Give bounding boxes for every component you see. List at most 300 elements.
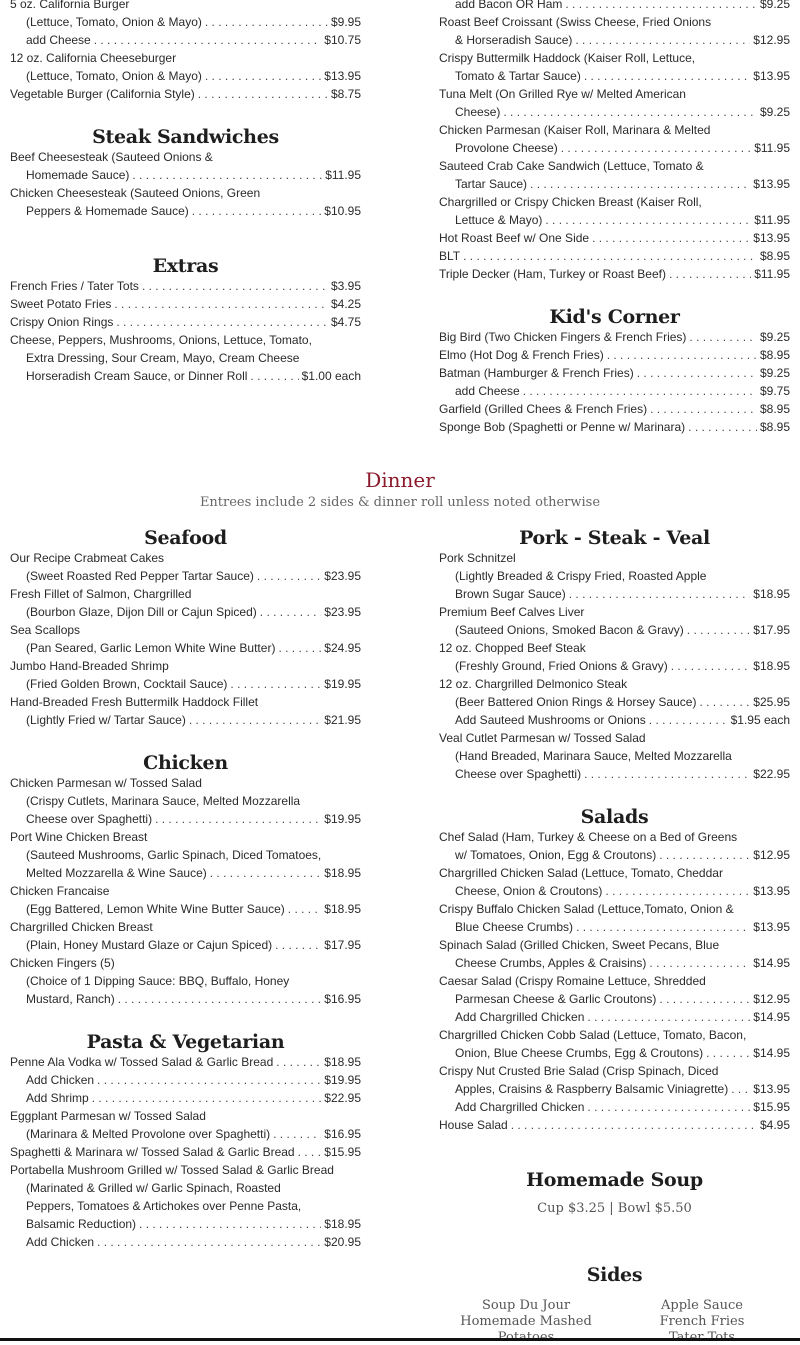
menu-item-text: (Plain, Honey Mustard Glaze or Cajun Spiced): [26, 938, 273, 952]
menu-item-price: $11.95: [325, 168, 361, 182]
menu-item: [439, 265, 790, 283]
menu-item-text: (Crispy Cutlets, Marinara Sauce, Melted Mozzarella: [26, 794, 301, 808]
menu-item: [26, 900, 361, 918]
dot-leader: [503, 103, 757, 121]
sides-heading: Sides: [586, 1264, 643, 1286]
menu-item-text: Beef Cheesesteak (Sauteed Onions &: [10, 150, 213, 164]
dot-leader: [192, 202, 322, 220]
menu-item: [10, 0, 361, 13]
menu-item-text: (Choice of 1 Dipping Sauce: BBQ, Buffalo, Honey: [26, 974, 290, 988]
menu-item: [455, 693, 790, 711]
menu-item-text: Batman (Hamburger & French Fries): [439, 366, 634, 380]
menu-item-price: $1.95 each: [730, 713, 790, 727]
menu-item: [439, 900, 790, 918]
menu-item: [455, 31, 790, 49]
menu-item-price: $10.75: [324, 33, 361, 47]
menu-item-text: (Lettuce, Tomato, Onion & Mayo): [26, 15, 202, 29]
menu-item-text: Onion, Blue Cheese Crumbs, Egg & Croutons): [455, 1046, 704, 1060]
dinner-subtitle: Entrees include 2 sides & dinner roll unless noted otherwise: [199, 495, 601, 510]
menu-item-price: $18.95: [324, 1055, 361, 1069]
salads-heading: Salads: [580, 806, 649, 828]
menu-item-text: (Hand Breaded, Marinara Sauce, Melted Mozzarella: [455, 749, 732, 763]
menu-item-text: Port Wine Chicken Breast: [10, 830, 148, 844]
menu-item-text: (Egg Battered, Lemon White Wine Butter Sauce): [26, 902, 285, 916]
dot-leader: [114, 295, 328, 313]
menu-item-text: Tuna Melt (On Grilled Rye w/ Melted American: [439, 87, 686, 101]
menu-item-price: $8.95: [759, 420, 790, 434]
menu-item-text: Chicken Parmesan (Kaiser Roll, Marinara & Melted: [439, 123, 711, 137]
menu-item-text: 12 oz. California Cheeseburger: [10, 51, 177, 65]
dot-leader: [545, 211, 751, 229]
dot-leader: [649, 711, 728, 729]
dot-leader: [650, 400, 757, 418]
menu-item-price: $19.95: [324, 677, 361, 691]
menu-item: [10, 693, 361, 711]
side-item: French Fries: [659, 1314, 745, 1329]
dot-leader: [576, 918, 750, 936]
menu-item: [26, 603, 361, 621]
menu-item-price: $9.95: [330, 15, 361, 29]
dot-leader: [699, 693, 750, 711]
menu-item-text: Crispy Onion Rings: [10, 315, 114, 329]
menu-item: [10, 828, 361, 846]
menu-item-text: Crispy Nut Crusted Brie Salad (Crisp Spinach, Diced: [439, 1064, 719, 1078]
menu-item: [455, 765, 790, 783]
dot-leader: [273, 1125, 321, 1143]
menu-item-text: Peppers, Tomatoes & Artichokes over Penne Pasta,: [26, 1199, 302, 1213]
dot-leader: [587, 1008, 750, 1026]
menu-item-text: Vegetable Burger (California Style): [10, 87, 195, 101]
menu-item: [10, 313, 361, 331]
menu-item-price: $11.95: [754, 267, 790, 281]
menu-item-price: $8.95: [759, 348, 790, 362]
menu-item-text: Garfield (Grilled Chees & French Fries): [439, 402, 648, 416]
menu-item-price: $14.95: [753, 956, 790, 970]
menu-item-price: $24.95: [324, 641, 361, 655]
dot-leader: [230, 675, 321, 693]
menu-item-text: Balsamic Reduction): [26, 1217, 137, 1231]
dot-leader: [97, 1233, 321, 1251]
menu-item: [26, 67, 361, 85]
dot-leader: [706, 1044, 750, 1062]
menu-item: [10, 954, 361, 972]
menu-item-text: (Bourbon Glaze, Dijon Dill or Cajun Spiced): [26, 605, 257, 619]
menu-item-text: (Freshly Ground, Fried Onions & Gravy): [455, 659, 668, 673]
dot-leader: [592, 229, 750, 247]
menu-item: [26, 1125, 361, 1143]
dot-leader: [523, 382, 757, 400]
menu-item-price: $17.95: [753, 623, 790, 637]
menu-item-price: $4.75: [330, 315, 361, 329]
menu-item-text: 5 oz. California Burger: [10, 0, 130, 11]
dot-leader: [278, 639, 321, 657]
menu-item-text: Peppers & Homemade Sauce): [26, 204, 189, 218]
kids-corner-heading: Kid's Corner: [549, 306, 680, 328]
menu-item-price: $9.25: [759, 105, 790, 119]
menu-item-price: $13.95: [753, 920, 790, 934]
menu-item-price: $18.95: [324, 866, 361, 880]
menu-item-text: Apples, Craisins & Raspberry Balsamic Viniagrette): [455, 1082, 729, 1096]
menu-item: [455, 585, 790, 603]
menu-item: [26, 367, 361, 385]
menu-item: [439, 828, 790, 846]
menu-item: [439, 729, 790, 747]
menu-item-text: (Sauteed Mushrooms, Garlic Spinach, Diced Tomatoes,: [26, 848, 322, 862]
menu-item-text: Mustard, Ranch): [26, 992, 115, 1006]
menu-item: [10, 774, 361, 792]
menu-item-text: Cheese, Peppers, Mushrooms, Onions, Lettuce, Tomato,: [10, 333, 312, 347]
menu-item-text: Add Chargrilled Chicken: [455, 1010, 585, 1024]
menu-item: [26, 1089, 361, 1107]
dot-leader: [687, 621, 751, 639]
menu-item-price: $4.25: [330, 297, 361, 311]
chicken-heading: Chicken: [143, 752, 228, 774]
menu-item-price: $23.95: [324, 605, 361, 619]
dot-leader: [671, 657, 751, 675]
menu-item-price: $13.95: [753, 231, 790, 245]
menu-item-text: Cheese over Spaghetti): [26, 812, 153, 826]
menu-item-text: Sauteed Crab Cake Sandwich (Lettuce, Tomato &: [439, 159, 704, 173]
menu-item: [26, 13, 361, 31]
menu-item: [455, 175, 790, 193]
menu-item: [455, 657, 790, 675]
dot-leader: [637, 364, 757, 382]
dot-leader: [584, 67, 750, 85]
menu-item-text: Add Chargrilled Chicken: [455, 1100, 585, 1114]
menu-item-text: Tartar Sauce): [455, 177, 528, 191]
menu-item-text: Chargrilled Chicken Salad (Lettuce, Tomato, Cheddar: [439, 866, 723, 880]
menu-item-text: Spinach Salad (Grilled Chicken, Sweet Pecans, Blue: [439, 938, 720, 952]
menu-item-text: Big Bird (Two Chicken Fingers & French Fries): [439, 330, 687, 344]
menu-item: [455, 747, 790, 765]
menu-item: [26, 846, 361, 864]
menu-item-text: (Sauteed Onions, Smoked Bacon & Gravy): [455, 623, 684, 637]
menu-item-price: $9.25: [759, 330, 790, 344]
dot-leader: [587, 1098, 750, 1116]
menu-item-text: Pork Schnitzel: [439, 551, 516, 565]
menu-item-price: $19.95: [324, 1073, 361, 1087]
dot-leader: [94, 31, 322, 49]
homemade-soup-heading: Homemade Soup: [526, 1169, 703, 1191]
dot-leader: [132, 166, 322, 184]
menu-item: [439, 1062, 790, 1080]
menu-item-price: $20.95: [324, 1235, 361, 1249]
menu-item-text: Our Recipe Crabmeat Cakes: [10, 551, 165, 565]
dot-leader: [250, 367, 298, 385]
menu-item: [10, 49, 361, 67]
menu-item-text: Add Chicken: [26, 1235, 95, 1249]
menu-item: [455, 1008, 790, 1026]
menu-item-text: 12 oz. Chargrilled Delmonico Steak: [439, 677, 628, 691]
menu-item-price: $10.95: [324, 204, 361, 218]
menu-item: [439, 675, 790, 693]
menu-item: [439, 85, 790, 103]
dot-leader: [198, 85, 328, 103]
menu-item-text: (Fried Golden Brown, Cocktail Sauce): [26, 677, 228, 691]
menu-item: [26, 349, 361, 367]
extras-heading: Extras: [152, 255, 219, 277]
menu-item: [439, 972, 790, 990]
menu-item: [10, 1053, 361, 1071]
dot-leader: [607, 346, 757, 364]
menu-item-price: $8.75: [330, 87, 361, 101]
side-item: Homemade Mashed: [460, 1314, 592, 1329]
dot-leader: [210, 864, 322, 882]
menu-item-text: Hot Roast Beef w/ One Side: [439, 231, 590, 245]
menu-item: [439, 418, 790, 436]
menu-item: [439, 1116, 790, 1134]
dot-leader: [142, 277, 328, 295]
menu-item-text: add Cheese: [455, 384, 520, 398]
menu-item: [455, 67, 790, 85]
menu-item-text: Veal Cutlet Parmesan w/ Tossed Salad: [439, 731, 646, 745]
menu-item-price: $13.95: [753, 1082, 790, 1096]
dot-leader: [116, 313, 328, 331]
menu-item-text: add Cheese: [26, 33, 91, 47]
menu-item: [455, 882, 790, 900]
side-item: Soup Du Jour: [481, 1298, 571, 1313]
menu-item-text: Cheese): [455, 105, 501, 119]
menu-item: [439, 864, 790, 882]
menu-item-text: Chicken Fingers (5): [10, 956, 115, 970]
menu-item-text: Lettuce & Mayo): [455, 213, 543, 227]
menu-item: [439, 13, 790, 31]
dot-leader: [275, 936, 321, 954]
steak-sandwiches-heading: Steak Sandwiches: [92, 126, 279, 148]
menu-item-price: $13.95: [753, 69, 790, 83]
menu-item-text: Chargrilled or Crispy Chicken Breast (Kaiser Roll,: [439, 195, 702, 209]
menu-item: [26, 567, 361, 585]
menu-item: [26, 31, 361, 49]
pork-steak-veal-heading: Pork - Steak - Veal: [519, 527, 710, 549]
dot-leader: [97, 1071, 321, 1089]
menu-item-price: $18.95: [324, 1217, 361, 1231]
menu-item-text: Chargrilled Chicken Cobb Salad (Lettuce, Tomato, Bacon,: [439, 1028, 747, 1042]
menu-item-text: add Bacon OR Ham: [455, 0, 563, 11]
menu-item-price: $12.95: [753, 848, 790, 862]
menu-item: [439, 936, 790, 954]
menu-item-price: $18.95: [324, 902, 361, 916]
dot-leader: [649, 954, 750, 972]
menu-item-text: Blue Cheese Crumbs): [455, 920, 574, 934]
menu-item-text: Fresh Fillet of Salmon, Chargrilled: [10, 587, 192, 601]
menu-item-text: & Horseradish Sauce): [455, 33, 573, 47]
menu-item: [10, 85, 361, 103]
menu-item-price: $12.95: [753, 33, 790, 47]
menu-item-text: Cheese Crumbs, Apples & Craisins): [455, 956, 647, 970]
menu-item-text: (Beer Battered Onion Rings & Horsey Sauce): [455, 695, 697, 709]
pasta-vegetarian-heading: Pasta & Vegetarian: [86, 1031, 285, 1053]
menu-item-text: Melted Mozzarella & Wine Sauce): [26, 866, 207, 880]
menu-item-price: $1.00 each: [301, 369, 361, 383]
menu-item-price: $9.25: [759, 366, 790, 380]
menu-item: [26, 972, 361, 990]
menu-item-price: $19.95: [324, 812, 361, 826]
menu-item-price: $15.95: [753, 1100, 790, 1114]
menu-item: [26, 990, 361, 1008]
menu-item-price: $18.95: [753, 659, 790, 673]
menu-item: [26, 936, 361, 954]
menu-item: [439, 193, 790, 211]
menu-item-text: Add Sauteed Mushrooms or Onions: [455, 713, 646, 727]
dot-leader: [511, 1116, 757, 1134]
menu-item-price: $11.95: [754, 141, 790, 155]
menu-item: [26, 711, 361, 729]
menu-item-price: $18.95: [753, 587, 790, 601]
menu-item: [439, 121, 790, 139]
menu-item-text: (Pan Seared, Garlic Lemon White Wine Butter): [26, 641, 276, 655]
menu-item-text: Brown Sugar Sauce): [455, 587, 566, 601]
dinner-title: Dinner: [365, 468, 435, 492]
menu-item-text: Sponge Bob (Spaghetti or Penne w/ Marinara): [439, 420, 686, 434]
menu-item: [26, 1179, 361, 1197]
menu-item-text: Sea Scallops: [10, 623, 81, 637]
dot-leader: [688, 418, 757, 436]
menu-item-price: $9.25: [759, 0, 790, 11]
dot-leader: [155, 810, 321, 828]
menu-item-price: $3.95: [330, 279, 361, 293]
dot-leader: [260, 603, 322, 621]
menu-item-price: $22.95: [324, 1091, 361, 1105]
menu-item-text: House Salad: [439, 1118, 508, 1132]
dot-leader: [463, 247, 757, 265]
menu-item: [26, 202, 361, 220]
menu-item-text: Add Chicken: [26, 1073, 95, 1087]
dot-leader: [92, 1089, 322, 1107]
menu-item: [455, 103, 790, 121]
menu-item: [439, 639, 790, 657]
menu-item-text: Triple Decker (Ham, Turkey or Roast Beef): [439, 267, 666, 281]
dot-leader: [659, 990, 750, 1008]
dot-leader: [205, 67, 321, 85]
dot-leader: [189, 711, 321, 729]
menu-item: [26, 1071, 361, 1089]
menu-item-text: Crispy Buttermilk Haddock (Kaiser Roll, Lettuce,: [439, 51, 696, 65]
menu-item-price: $25.95: [753, 695, 790, 709]
dot-leader: [569, 585, 751, 603]
menu-item: [439, 346, 790, 364]
menu-item: [10, 295, 361, 313]
menu-item-text: (Sweet Roasted Red Pepper Tartar Sauce): [26, 569, 254, 583]
menu-item-price: $13.95: [753, 884, 790, 898]
menu-item-text: Chicken Cheesesteak (Sauteed Onions, Green: [10, 186, 261, 200]
menu-item-text: Parmesan Cheese & Garlic Croutons): [455, 992, 657, 1006]
menu-item-text: Horseradish Cream Sauce, or Dinner Roll: [26, 369, 248, 383]
menu-item-price: $17.95: [324, 938, 361, 952]
menu-item: [26, 1215, 361, 1233]
dot-leader: [659, 846, 750, 864]
menu-item-text: Eggplant Parmesan w/ Tossed Salad: [10, 1109, 206, 1123]
dot-leader: [205, 13, 328, 31]
menu-item: [439, 603, 790, 621]
menu-item: [10, 882, 361, 900]
dot-leader: [561, 139, 751, 157]
menu-item-price: $16.95: [324, 992, 361, 1006]
menu-item: [26, 675, 361, 693]
menu-item: [439, 157, 790, 175]
menu-item: [455, 1080, 790, 1098]
menu-item: [455, 954, 790, 972]
dot-leader: [257, 567, 321, 585]
dot-leader: [118, 990, 322, 1008]
menu-item: [439, 229, 790, 247]
menu-item-text: BLT: [439, 249, 461, 263]
menu-item: [10, 277, 361, 295]
menu-item-text: French Fries / Tater Tots: [10, 279, 139, 293]
menu-item: [26, 639, 361, 657]
menu-item-text: Tomato & Tartar Sauce): [455, 69, 581, 83]
menu-item-text: Chargrilled Chicken Breast: [10, 920, 153, 934]
menu-item-text: Cheese, Onion & Croutons): [455, 884, 603, 898]
menu-item-text: Jumbo Hand-Breaded Shrimp: [10, 659, 169, 673]
dot-leader: [584, 765, 750, 783]
menu-item-price: $9.75: [759, 384, 790, 398]
menu-item-price: $11.95: [754, 213, 790, 227]
menu-item-text: Elmo (Hot Dog & French Fries): [439, 348, 604, 362]
menu-item: [455, 621, 790, 639]
menu-item-text: Add Shrimp: [26, 1091, 89, 1105]
seafood-heading: Seafood: [144, 527, 227, 549]
menu-item-price: $23.95: [324, 569, 361, 583]
menu-item: [10, 184, 361, 202]
dot-leader: [669, 265, 751, 283]
dot-leader: [288, 900, 322, 918]
menu-item: [439, 1026, 790, 1044]
menu-item: [455, 846, 790, 864]
menu-item: [10, 621, 361, 639]
menu-item-text: Cheese over Spaghetti): [455, 767, 582, 781]
menu-item-text: (Marinated & Grilled w/ Garlic Spinach, Roasted: [26, 1181, 281, 1195]
menu-item: [455, 0, 790, 13]
menu-item-price: $8.95: [759, 402, 790, 416]
menu-item-text: w/ Tomatoes, Onion, Egg & Croutons): [455, 848, 657, 862]
menu-item: [455, 1098, 790, 1116]
menu-item-text: 12 oz. Chopped Beef Steak: [439, 641, 586, 655]
menu-item: [10, 1161, 361, 1179]
menu-item: [26, 1233, 361, 1251]
menu-item-text: Penne Ala Vodka w/ Tossed Salad & Garlic Bread: [10, 1055, 274, 1069]
menu-item: [455, 567, 790, 585]
soup-prices: Cup $3.25 | Bowl $5.50: [537, 1201, 692, 1216]
menu-item: [439, 247, 790, 265]
dot-leader: [565, 0, 757, 13]
menu-item-price: $4.95: [759, 1118, 790, 1132]
menu-item-text: (Lightly Breaded & Crispy Fried, Roasted Apple: [455, 569, 707, 583]
menu-item-text: (Lightly Fried w/ Tartar Sauce): [26, 713, 186, 727]
menu-item-price: $16.95: [324, 1127, 361, 1141]
menu-item: [439, 328, 790, 346]
menu-item: [26, 810, 361, 828]
menu-item: [10, 657, 361, 675]
dot-leader: [731, 1080, 750, 1098]
menu-item: [10, 1107, 361, 1125]
dot-leader: [276, 1053, 321, 1071]
menu-item-text: Portabella Mushroom Grilled w/ Tossed Salad & Garlic Bread: [10, 1163, 334, 1177]
menu-item-price: $12.95: [753, 992, 790, 1006]
menu-item: [10, 585, 361, 603]
menu-item: [439, 364, 790, 382]
menu-item-text: Chef Salad (Ham, Turkey & Cheese on a Bed of Greens: [439, 830, 738, 844]
menu-item-price: $21.95: [324, 713, 361, 727]
menu-item: [455, 211, 790, 229]
dot-leader: [575, 31, 750, 49]
menu-item: [26, 864, 361, 882]
dot-leader: [689, 328, 757, 346]
dot-leader: [298, 1143, 322, 1161]
menu-item: [455, 382, 790, 400]
menu-item: [26, 1197, 361, 1215]
menu-item-text: Caesar Salad (Crispy Romaine Lettuce, Shredded: [439, 974, 706, 988]
